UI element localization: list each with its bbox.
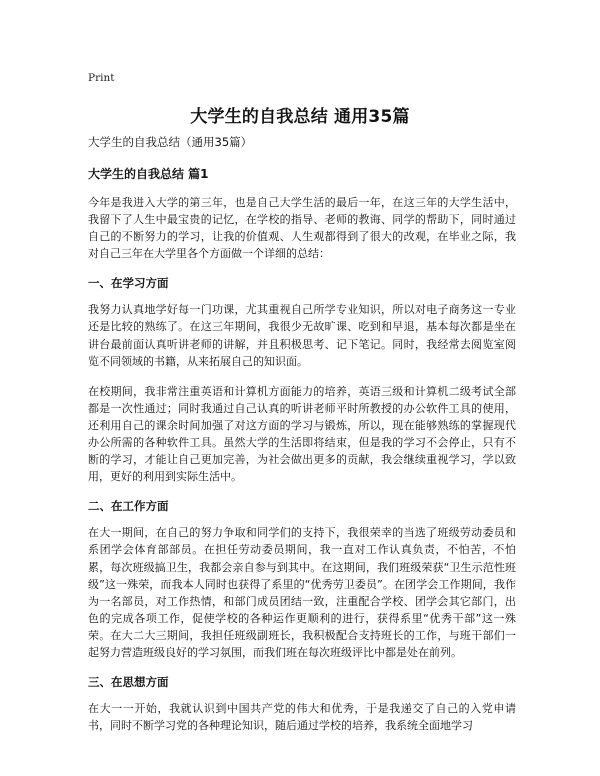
work-heading: 二、在工作方面 [88,499,169,514]
thought-paragraph-1: 在大一一开始，我就认识到中国共产党的伟大和优秀，于是我递交了自己的入党申请书，同时不断学习党的各种理论知识，随后通过学校的培养，我系统全面地学习 [88,702,516,733]
work-paragraph-1: 在大一期间，在自己的努力争取和同学们的支持下，我很荣幸的当选了班级劳动委员和系团学会体育部部员。在担任劳动委员期间，我一直对工作认真负责，不怕苦，不怕累，每次班级搞卫生，我都会亲自参与到其中。在这期间，我们班级荣获“卫生示范性班级”这一殊荣，而我本人同时也获得了系里的“优秀劳卫委员”。在团学会工作期间，我作为一名部员，对工作热情，和部门成员团结一致，注重配合学校、团学会其它部门，出色的完成各项工作，促使学校的各种运作更顺利的进行，获得系里“优秀干部”这一殊荣。在大二大三期间，我担任班级副班长，我积极配合支持班长的工作，与班干部们一起努力营造班级良好的学习氛围，而我们班在每次班级评比中都是处在前列。 [88,526,516,659]
thought-heading: 三、在思想方面 [88,675,169,690]
study-heading: 一、在学习方面 [88,276,169,291]
intro-paragraph: 今年是我进入大学的第三年，也是自己大学生活的最后一年，在这三年的大学生活中，我留下了人生中最宝贵的记忆，在学校的指导、老师的教诲、同学的帮助下，同时通过自己的不断努力的学习，让我的价值观、人生观都得到了很大的改观，在毕业之际，我对自己三年在大学里各个方面做一个详细的总结： [88,196,516,261]
study-paragraph-2: 在校期间，我非常注重英语和计算机方面能力的培养，英语三级和计算机二级考试全部都是一次性通过；同时我通过自己认真的听讲老师平时所教授的办公软件工具的使用，还利用自己的课余时间加强了对这方面的学习与锻炼，所以，现在能够熟练的掌握现代办公所需的各种软件工具。虽然大学的生活即将结束，但是我的学习不会停止，只有不断的学习，才能让自己更加完善，为社会做出更多的贡献，我会继续重视学习，学以致用，更好的利用到实际生活中。 [88,384,516,484]
article-subtitle: 大学生的自我总结（通用35篇） [88,135,253,149]
article-body [88,134,516,747]
study-paragraph-1: 我努力认真地学好每一门功课，尤其重视自己所学专业知识，所以对电子商务这一专业还是比较的熟练了。在这三年期间，我很少无故旷课、吃到和早退，基本每次都是坐在讲台最前面认真听讲老师的讲解，并且积极思考、记下笔记。同时，我经常去阅览室阅览不同领域的书籍，从来拓展自己的知识面。 [88,303,516,368]
page-title: 大学生的自我总结 通用35篇 [190,107,410,127]
section-heading: 大学生的自我总结 篇1 [88,167,209,181]
print-link[interactable]: Print [88,72,115,84]
